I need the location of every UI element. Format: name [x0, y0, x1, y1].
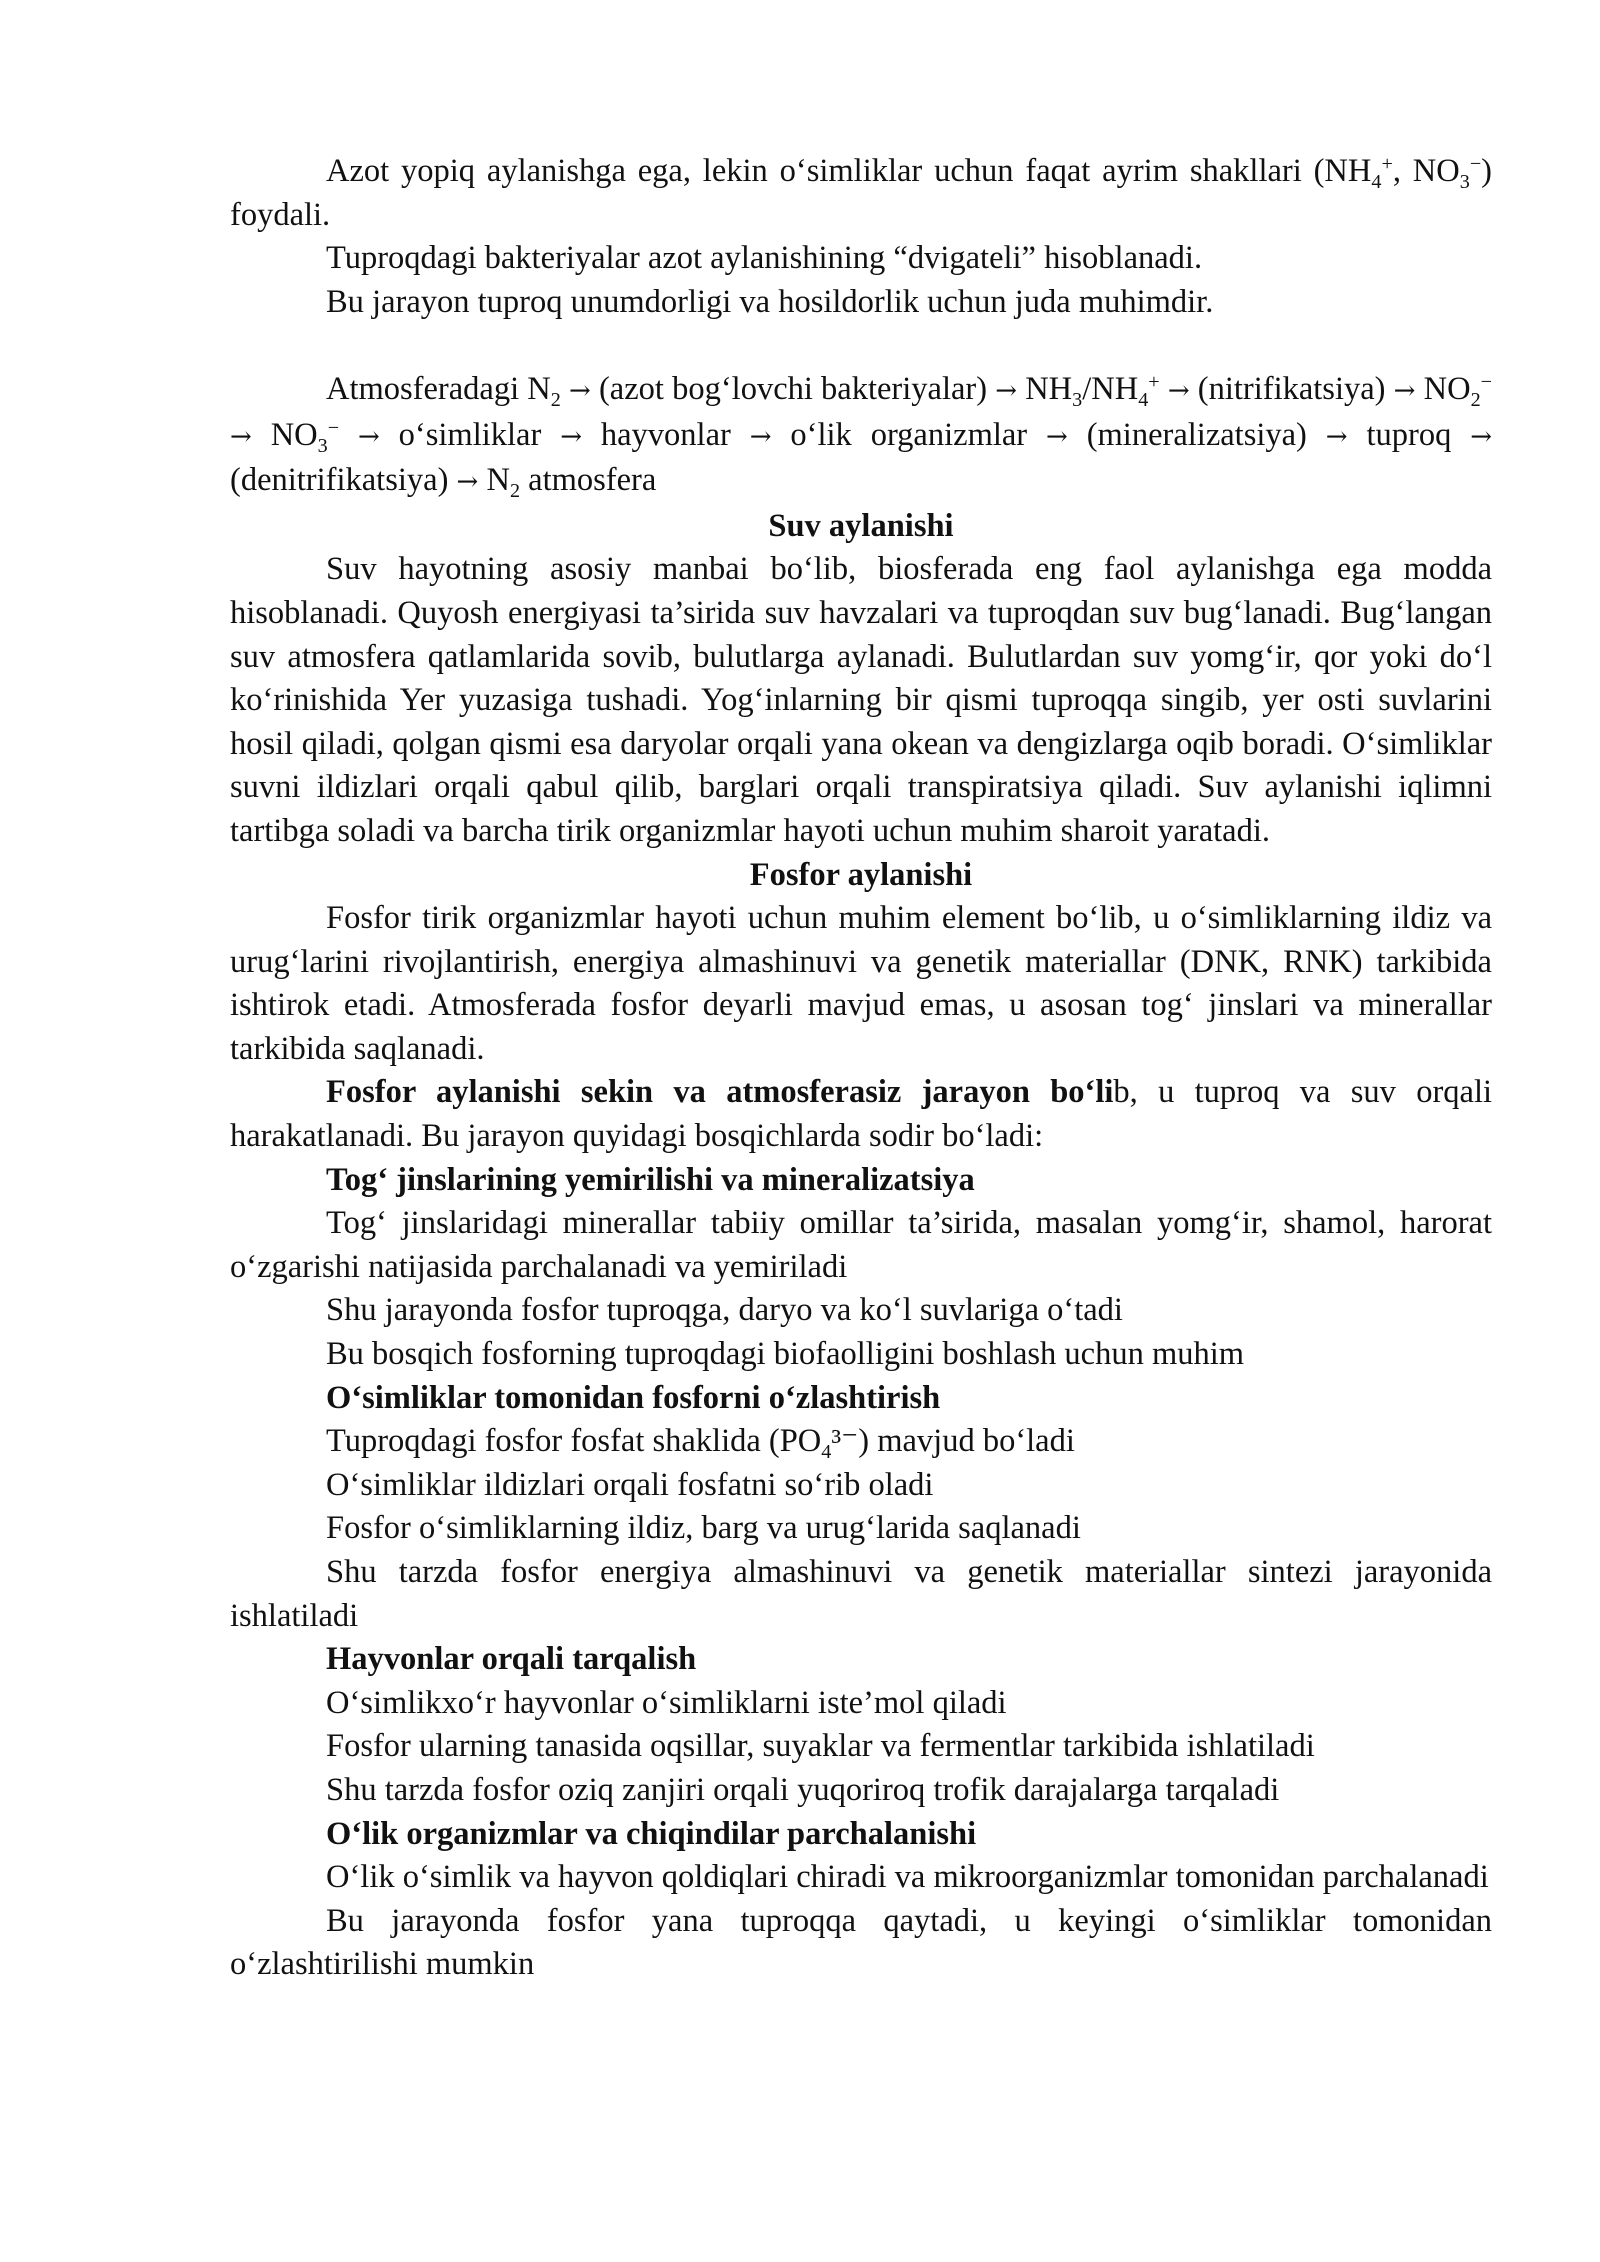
document-page — [230, 150, 1492, 1987]
arrow-icon: → — [1470, 421, 1493, 452]
water-cycle-heading: Suv aylanishi — [768, 507, 954, 544]
arrow-icon: → — [995, 375, 1018, 406]
stage-2-line: O‘simliklar ildizlari orqali fosfatni so‘rib oladi — [326, 1466, 934, 1503]
stage-4-line: O‘lik o‘simlik va hayvon qoldiqlari chiradi va mikroorganizmlar tomonidan parchalanadi — [326, 1859, 1489, 1896]
stage-3-line: Shu tarzda fosfor oziq zanjiri orqali yuqoriroq trofik darajalarga tarqaladi — [326, 1771, 1280, 1808]
paragraph-gap — [230, 324, 1492, 368]
stage-3-line: O‘simlikxo‘r hayvonlar o‘simliklarni iste’mol qiladi — [326, 1684, 1007, 1721]
phosphorus-stages-paragraph: Fosfor aylanishi sekin va atmosferasiz jarayon bo‘lib, u tuproq va suv orqali harakatlanadi. Bu jarayon quyidagi bosqichlarda sodir bo‘ladi: — [230, 1074, 1492, 1155]
arrow-icon: → — [456, 467, 479, 498]
stage-3-line: Fosfor ularning tanasida oqsillar, suyaklar va fermentlar tarkibida ishlatiladi — [326, 1728, 1315, 1765]
arrow-icon: → — [357, 421, 380, 452]
stage-1-line: Shu jarayonda fosfor tuproqga, daryo va ko‘l suvlariga o‘tadi — [326, 1292, 1123, 1329]
stage-1-line: Tog‘ jinslaridagi minerallar tabiiy omillar ta’sirida, masalan yomg‘ir, shamol, harorat o‘zgarishi natijasida parchalanadi va yemiriladi — [230, 1205, 1492, 1285]
water-cycle-paragraph: Suv hayotning asosiy manbai bo‘lib, biosferada eng faol aylanishga ega modda hisoblanadi. Quyosh energiyasi ta’sirida suv havzalari va tuproqdan suv bug‘lanadi. Bug‘langan suv atmosfera qatlamlarida sovib, bulutlarga aylanadi. Bulutlardan suv yomg‘ir, qor yoki do‘l ko‘rinishida Yer yuzasiga tushadi. Yog‘inlarning bir qismi tuproqqa singib, yer osti suvlarini hosil qiladi, qolgan qismi esa daryolar orqali yana okean va dengizlarga oqib boradi. O‘simliklar suvni ildizlari orqali qabul qilib, barglari orqali transpiratsiya qiladi. Suv aylanishi iqlimni tartibga soladi va barcha tirik organizmlar hayoti uchun muhim sharoit yaratadi. — [230, 551, 1492, 849]
arrow-icon: → — [749, 421, 772, 452]
arrow-icon: → — [560, 421, 582, 452]
nitrogen-cycle-chain: Atmosferadagi $N_2$ → (azot bog‘lovchi bakteriyalar) → $NH_3/NH_4^+$ → (nitrifikatsiya) → $NO_2^- \to NO_3^-$ → o‘simliklar → hayvonlar → o‘lik organizmlar → (mineralizatsiya) → tuproq → (denitrifikatsiya) → $N_2$ atmosfera — [230, 370, 1493, 503]
arrow-icon: → — [569, 375, 591, 406]
arrow-icon: → — [1325, 421, 1348, 452]
stage-3-title: Hayvonlar orqali tarqalish — [326, 1641, 697, 1678]
phosphorus-intro-paragraph: Fosfor tirik organizmlar hayoti uchun muhim element bo‘lib, u o‘simliklarning ildiz va urug‘larini rivojlantirish, energiya almashinuvi va genetik materiallar (DNK, RNK) tarkibida ishtirok etadi. Atmosferada fosfor deyarli mavjud emas, u asosan tog‘ jinslari va minerallar tarkibida saqlanadi. — [230, 900, 1492, 1067]
stage-2-line: Fosfor o‘simliklarning ildiz, barg va urug‘larida saqlanadi — [326, 1510, 1081, 1547]
nitrogen-paragraph-1: Azot yopiq aylanishga ega, lekin o‘simliklar uchun faqat ayrim shakllari ($NH_4^+$, $NO_3^-$) foydali. — [230, 152, 1492, 233]
stage-1-line: Bu bosqich fosforning tuproqdagi biofaolligini boshlash uchun muhim — [326, 1336, 1245, 1373]
arrow-icon: → — [230, 421, 252, 452]
nitrogen-paragraph-2: Tuproqdagi bakteriyalar azot aylanishining “dvigateli” hisoblanadi. — [326, 240, 1203, 277]
stage-2-line: Tuproqdagi fosfor fosfat shaklida $(PO_4^{3-})$ mavjud bo‘ladi — [326, 1423, 1075, 1464]
arrow-icon: → — [1046, 421, 1068, 452]
phosphorus-cycle-heading: Fosfor aylanishi — [749, 856, 973, 893]
stage-2-line: Shu tarzda fosfor energiya almashinuvi va genetik materiallar sintezi jarayonida ishlatiladi — [230, 1554, 1492, 1634]
arrow-icon: → — [1393, 375, 1416, 406]
stage-2-title: O‘simliklar tomonidan fosforni o‘zlashtirish — [326, 1379, 941, 1416]
stage-4-line: Bu jarayonda fosfor yana tuproqqa qaytadi, u keyingi o‘simliklar tomonidan o‘zlashtirilishi mumkin — [230, 1902, 1492, 1983]
nitrogen-paragraph-3: Bu jarayon tuproq unumdorligi va hosildorlik uchun juda muhimdir. — [326, 283, 1214, 320]
arrow-icon: → — [1167, 375, 1190, 406]
stage-1-title: Tog‘ jinslarining yemirilishi va mineralizatsiya — [326, 1161, 975, 1198]
stage-4-title: O‘lik organizmlar va chiqindilar parchalanishi — [326, 1815, 977, 1852]
